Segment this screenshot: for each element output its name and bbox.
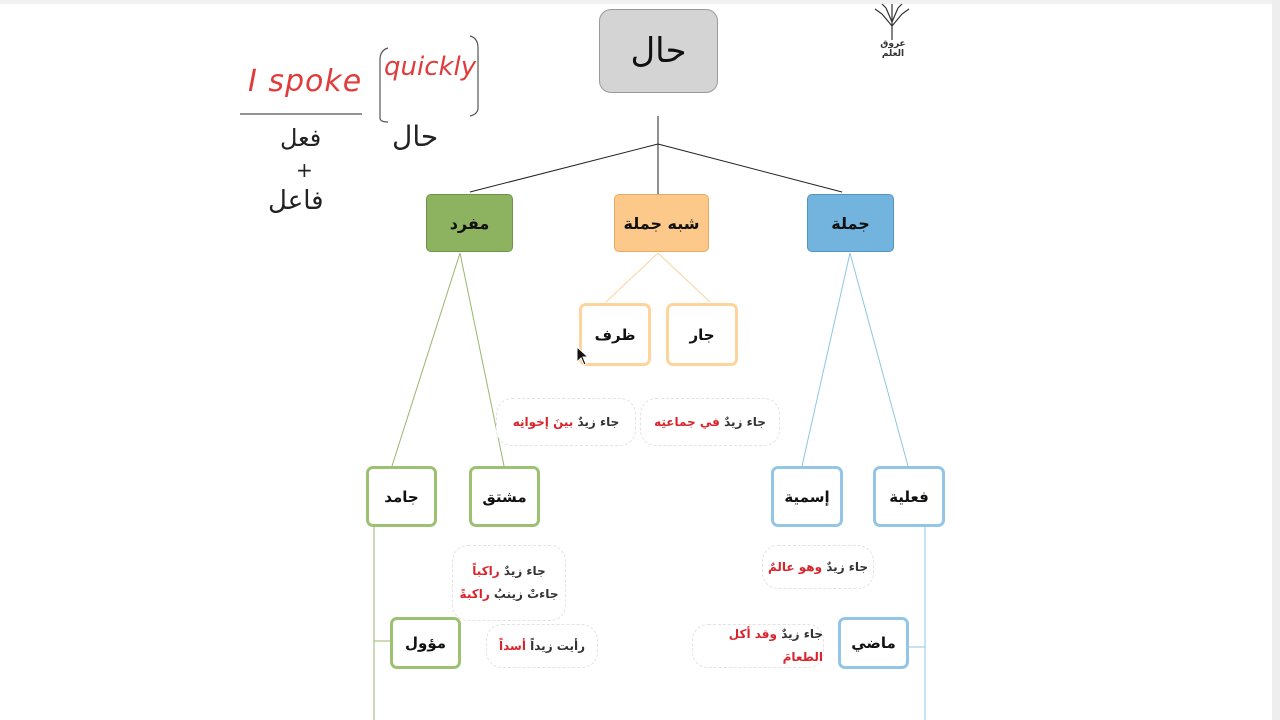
- leaf-muawwal: مؤول: [390, 617, 461, 669]
- example-mushtaq-2-highlight: راكبةً: [459, 587, 490, 601]
- example-mushtaq: [452, 545, 566, 621]
- root-node-hal: حال: [599, 9, 718, 93]
- connector-jumla-filiya: [850, 253, 908, 466]
- handwriting-quickly: quickly: [384, 52, 477, 82]
- category-jumla: جملة: [807, 194, 894, 252]
- mouse-cursor-icon: [576, 346, 590, 366]
- example-zarf-highlight: بينَ إخوانِه: [512, 414, 574, 429]
- example-zarf-plain: جاء زيدٌ: [577, 414, 620, 429]
- example-mushtaq-1-highlight: راكباً: [472, 564, 500, 579]
- example-madi-highlight: وقد أكل الطعامَ: [728, 627, 823, 664]
- leaf-jar: جار: [666, 303, 738, 366]
- example-jar-plain: جاء زيدٌ: [724, 414, 766, 429]
- connector-mufrad-jamid: [392, 253, 460, 466]
- category-shibh-jumla: شبه جملة: [614, 194, 709, 252]
- connector-jumla-ismiya: [802, 253, 850, 466]
- example-muawwal-highlight: أسداً: [498, 638, 526, 653]
- example-ismiya-plain: جاء زيدٌ: [826, 559, 869, 574]
- connector-root-jumla: [658, 144, 842, 192]
- handwriting-fil: فعل: [280, 124, 322, 152]
- example-mushtaq-2-plain: جاءتْ زينبُ: [493, 587, 559, 601]
- example-zarf: [496, 398, 636, 446]
- example-jar-highlight: في جماعتِه: [654, 414, 720, 429]
- leaf-zarf: ظرف: [579, 303, 651, 366]
- leaf-madi: ماضي: [838, 617, 909, 669]
- handwriting-i-spoke: I spoke: [248, 64, 363, 99]
- connector-shibh-zarf: [606, 253, 658, 302]
- example-madi-plain: جاء زيدٌ: [781, 627, 823, 642]
- example-ismiya-highlight: وهو عالمٌ: [767, 559, 823, 574]
- category-mufrad: مفرد: [426, 194, 513, 252]
- connector-root-mufrad: [470, 144, 658, 192]
- example-ismiya: [762, 545, 874, 589]
- example-muawwal: [486, 624, 598, 668]
- connector-shibh-jar: [658, 253, 710, 302]
- example-mushtaq-1-plain: جاء زيدٌ: [503, 564, 546, 579]
- example-madi: [692, 624, 824, 668]
- leaf-ismiya: إسمية: [771, 466, 843, 527]
- handwriting-plus: +: [296, 158, 313, 182]
- example-jar: [640, 398, 780, 446]
- example-muawwal-plain: رأيت زيداً: [530, 638, 586, 653]
- handwriting-hal: حال: [392, 120, 439, 153]
- leaf-filiya: فعلية: [873, 466, 945, 527]
- leaf-mushtaq: مشتق: [469, 466, 540, 527]
- logo-text: عروق العلم: [880, 39, 906, 59]
- handwriting-fail: فاعل: [268, 186, 324, 216]
- leaf-jamid: جامد: [366, 466, 437, 527]
